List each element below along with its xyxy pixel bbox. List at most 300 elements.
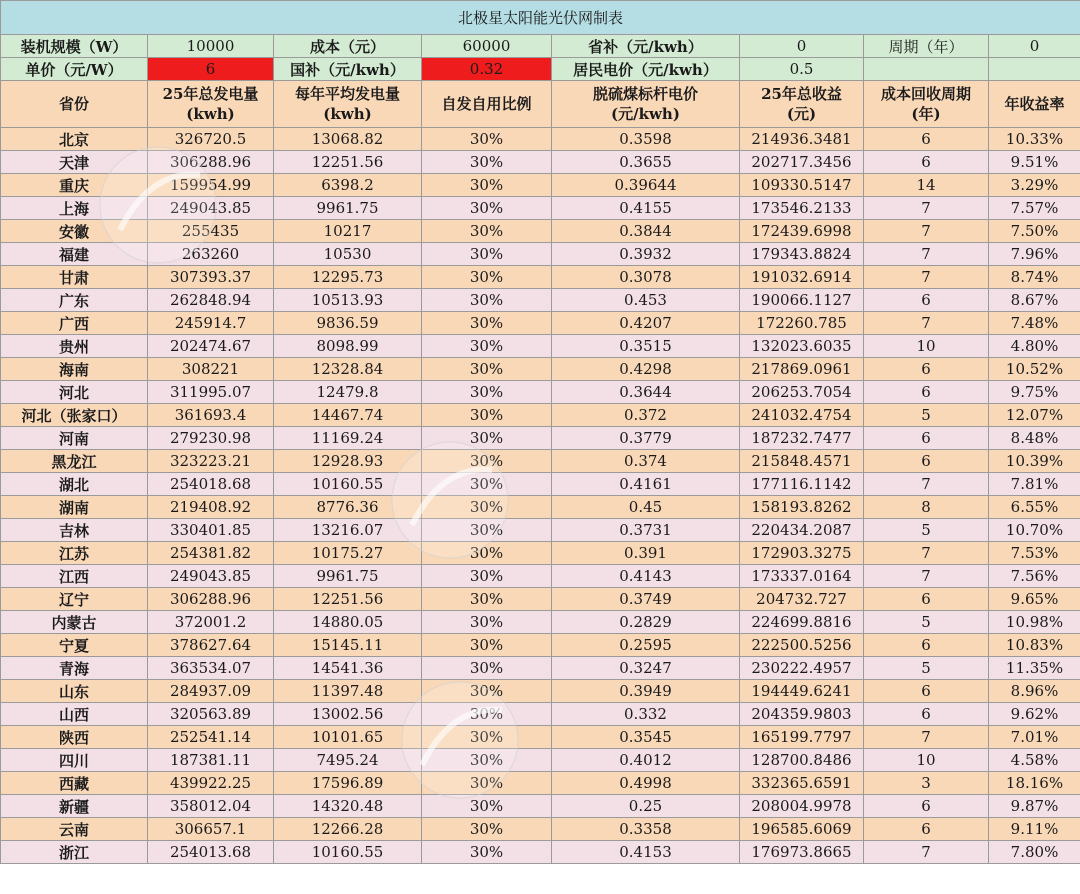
resident-price-value[interactable]: 0.5	[740, 58, 864, 81]
column-header-row	[1, 81, 1080, 128]
coal-price-cell[interactable]: 0.3358	[552, 818, 740, 841]
province-cell[interactable]: 甘肃	[1, 266, 148, 289]
province-cell[interactable]: 西藏	[1, 772, 148, 795]
province-cell[interactable]: 江西	[1, 565, 148, 588]
coal-price-cell[interactable]: 0.3247	[552, 657, 740, 680]
annual-generation-cell[interactable]: 14880.05	[274, 611, 422, 634]
total-generation-cell[interactable]: 306288.96	[148, 151, 274, 174]
self-use-ratio-cell[interactable]: 30%	[422, 749, 552, 772]
param-row-1	[1, 35, 1080, 58]
total-revenue-cell[interactable]: 172439.6998	[740, 220, 864, 243]
table-row	[1, 404, 1080, 427]
table-row	[1, 795, 1080, 818]
annual-generation-cell[interactable]: 12328.84	[274, 358, 422, 381]
total-generation-cell[interactable]: 307393.37	[148, 266, 274, 289]
annual-generation-cell[interactable]: 8098.99	[274, 335, 422, 358]
coal-price-cell[interactable]: 0.3515	[552, 335, 740, 358]
total-revenue-cell[interactable]: 206253.7054	[740, 381, 864, 404]
header-payback-period: 成本回收周期 (年)	[864, 81, 989, 128]
annual-generation-cell[interactable]: 17596.89	[274, 772, 422, 795]
annual-generation-cell[interactable]: 13216.07	[274, 519, 422, 542]
total-generation-cell[interactable]: 254381.82	[148, 542, 274, 565]
total-generation-cell[interactable]: 358012.04	[148, 795, 274, 818]
cost-value[interactable]: 60000	[422, 35, 552, 58]
province-cell[interactable]: 河南	[1, 427, 148, 450]
total-generation-cell[interactable]: 202474.67	[148, 335, 274, 358]
table-row	[1, 657, 1080, 680]
province-cell[interactable]: 广东	[1, 289, 148, 312]
annual-rate-cell[interactable]: 8.48%	[989, 427, 1080, 450]
payback-period-cell[interactable]: 6	[864, 703, 989, 726]
title-row	[1, 1, 1080, 35]
payback-period-cell[interactable]: 7	[864, 565, 989, 588]
total-revenue-cell[interactable]: 196585.6069	[740, 818, 864, 841]
total-generation-cell[interactable]: 279230.98	[148, 427, 274, 450]
total-generation-cell[interactable]: 308221	[148, 358, 274, 381]
annual-rate-cell[interactable]: 10.98%	[989, 611, 1080, 634]
annual-generation-cell[interactable]: 14541.36	[274, 657, 422, 680]
province-cell[interactable]: 湖北	[1, 473, 148, 496]
coal-price-cell[interactable]: 0.25	[552, 795, 740, 818]
self-use-ratio-cell[interactable]: 30%	[422, 680, 552, 703]
annual-rate-cell[interactable]: 10.83%	[989, 634, 1080, 657]
annual-generation-cell[interactable]: 12251.56	[274, 151, 422, 174]
total-generation-cell[interactable]: 306288.96	[148, 588, 274, 611]
total-generation-cell[interactable]: 249043.85	[148, 197, 274, 220]
total-revenue-cell[interactable]: 202717.3456	[740, 151, 864, 174]
self-use-ratio-cell[interactable]: 30%	[422, 381, 552, 404]
payback-period-cell[interactable]: 6	[864, 450, 989, 473]
annual-rate-cell[interactable]: 8.74%	[989, 266, 1080, 289]
province-cell[interactable]: 上海	[1, 197, 148, 220]
province-cell[interactable]: 陕西	[1, 726, 148, 749]
coal-price-cell[interactable]: 0.3932	[552, 243, 740, 266]
annual-rate-cell[interactable]: 9.87%	[989, 795, 1080, 818]
annual-rate-cell[interactable]: 7.48%	[989, 312, 1080, 335]
total-revenue-cell[interactable]: 173337.0164	[740, 565, 864, 588]
annual-rate-cell[interactable]: 4.80%	[989, 335, 1080, 358]
coal-price-cell[interactable]: 0.3779	[552, 427, 740, 450]
header-province: 省份	[1, 81, 148, 128]
payback-period-cell[interactable]: 6	[864, 818, 989, 841]
payback-period-cell[interactable]: 6	[864, 128, 989, 151]
payback-period-cell[interactable]: 7	[864, 243, 989, 266]
payback-period-cell[interactable]: 6	[864, 427, 989, 450]
annual-generation-cell[interactable]: 12295.73	[274, 266, 422, 289]
total-revenue-cell[interactable]: 179343.8824	[740, 243, 864, 266]
total-generation-cell[interactable]: 361693.4	[148, 404, 274, 427]
coal-price-cell[interactable]: 0.4298	[552, 358, 740, 381]
province-cell[interactable]: 内蒙古	[1, 611, 148, 634]
coal-price-cell[interactable]: 0.391	[552, 542, 740, 565]
coal-price-cell[interactable]: 0.3949	[552, 680, 740, 703]
province-cell[interactable]: 宁夏	[1, 634, 148, 657]
total-revenue-cell[interactable]: 220434.2087	[740, 519, 864, 542]
total-revenue-cell[interactable]: 177116.1142	[740, 473, 864, 496]
table-row	[1, 450, 1080, 473]
annual-generation-cell[interactable]: 13068.82	[274, 128, 422, 151]
annual-generation-cell[interactable]: 10513.93	[274, 289, 422, 312]
table-row	[1, 680, 1080, 703]
annual-rate-cell[interactable]: 7.81%	[989, 473, 1080, 496]
total-generation-cell[interactable]: 245914.7	[148, 312, 274, 335]
total-revenue-cell[interactable]: 208004.9978	[740, 795, 864, 818]
resident-price-label: 居民电价（元/kwh）	[552, 58, 740, 81]
table-row	[1, 312, 1080, 335]
self-use-ratio-cell[interactable]: 30%	[422, 703, 552, 726]
province-cell[interactable]: 安徽	[1, 220, 148, 243]
annual-generation-cell[interactable]: 6398.2	[274, 174, 422, 197]
total-generation-cell[interactable]: 320563.89	[148, 703, 274, 726]
total-generation-cell[interactable]: 187381.11	[148, 749, 274, 772]
coal-price-cell[interactable]: 0.332	[552, 703, 740, 726]
annual-rate-cell[interactable]: 9.11%	[989, 818, 1080, 841]
total-generation-cell[interactable]: 363534.07	[148, 657, 274, 680]
coal-price-cell[interactable]: 0.4161	[552, 473, 740, 496]
table-row	[1, 473, 1080, 496]
total-revenue-cell[interactable]: 128700.8486	[740, 749, 864, 772]
payback-period-cell[interactable]: 7	[864, 841, 989, 864]
self-use-ratio-cell[interactable]: 30%	[422, 450, 552, 473]
total-generation-cell[interactable]: 284937.09	[148, 680, 274, 703]
coal-price-cell[interactable]: 0.3078	[552, 266, 740, 289]
coal-price-cell[interactable]: 0.3545	[552, 726, 740, 749]
self-use-ratio-cell[interactable]: 30%	[422, 174, 552, 197]
self-use-ratio-cell[interactable]: 30%	[422, 404, 552, 427]
empty-cell[interactable]	[864, 58, 989, 81]
annual-rate-cell[interactable]: 10.33%	[989, 128, 1080, 151]
payback-period-cell[interactable]: 6	[864, 588, 989, 611]
self-use-ratio-cell[interactable]: 30%	[422, 473, 552, 496]
total-revenue-cell[interactable]: 217869.0961	[740, 358, 864, 381]
header-total-revenue: 25年总收益 (元)	[740, 81, 864, 128]
total-generation-cell[interactable]: 378627.64	[148, 634, 274, 657]
coal-price-cell[interactable]: 0.3731	[552, 519, 740, 542]
self-use-ratio-cell[interactable]: 30%	[422, 358, 552, 381]
total-revenue-cell[interactable]: 172903.3275	[740, 542, 864, 565]
total-generation-cell[interactable]: 159954.99	[148, 174, 274, 197]
province-cell[interactable]: 黑龙江	[1, 450, 148, 473]
annual-generation-cell[interactable]: 7495.24	[274, 749, 422, 772]
province-cell[interactable]: 四川	[1, 749, 148, 772]
self-use-ratio-cell[interactable]: 30%	[422, 220, 552, 243]
annual-rate-cell[interactable]: 10.70%	[989, 519, 1080, 542]
self-use-ratio-cell[interactable]: 30%	[422, 312, 552, 335]
province-cell[interactable]: 山东	[1, 680, 148, 703]
annual-rate-cell[interactable]: 7.53%	[989, 542, 1080, 565]
payback-period-cell[interactable]: 7	[864, 197, 989, 220]
coal-price-cell[interactable]: 0.3644	[552, 381, 740, 404]
total-revenue-cell[interactable]: 132023.6035	[740, 335, 864, 358]
self-use-ratio-cell[interactable]: 30%	[422, 427, 552, 450]
self-use-ratio-cell[interactable]: 30%	[422, 795, 552, 818]
annual-generation-cell[interactable]: 10530	[274, 243, 422, 266]
table-row	[1, 266, 1080, 289]
self-use-ratio-cell[interactable]: 30%	[422, 726, 552, 749]
empty-cell[interactable]	[989, 58, 1080, 81]
annual-rate-cell[interactable]: 6.55%	[989, 496, 1080, 519]
total-revenue-cell[interactable]: 187232.7477	[740, 427, 864, 450]
period-label: 周期（年）	[864, 35, 989, 58]
annual-generation-cell[interactable]: 9961.75	[274, 565, 422, 588]
payback-period-cell[interactable]: 7	[864, 312, 989, 335]
table-row	[1, 519, 1080, 542]
cost-label: 成本（元）	[274, 35, 422, 58]
total-revenue-cell[interactable]: 214936.3481	[740, 128, 864, 151]
payback-period-cell[interactable]: 6	[864, 634, 989, 657]
self-use-ratio-cell[interactable]: 30%	[422, 565, 552, 588]
annual-generation-cell[interactable]: 10217	[274, 220, 422, 243]
province-cell[interactable]: 贵州	[1, 335, 148, 358]
payback-period-cell[interactable]: 10	[864, 749, 989, 772]
self-use-ratio-cell[interactable]: 30%	[422, 151, 552, 174]
annual-generation-cell[interactable]: 8776.36	[274, 496, 422, 519]
province-cell[interactable]: 云南	[1, 818, 148, 841]
annual-generation-cell[interactable]: 9836.59	[274, 312, 422, 335]
table-row	[1, 818, 1080, 841]
payback-period-cell[interactable]: 7	[864, 266, 989, 289]
total-revenue-cell[interactable]: 204732.727	[740, 588, 864, 611]
province-cell[interactable]: 广西	[1, 312, 148, 335]
self-use-ratio-cell[interactable]: 30%	[422, 335, 552, 358]
unit-price-value[interactable]: 6	[148, 58, 274, 81]
table-row	[1, 841, 1080, 864]
table-row	[1, 588, 1080, 611]
total-generation-cell[interactable]: 255435	[148, 220, 274, 243]
total-generation-cell[interactable]: 252541.14	[148, 726, 274, 749]
total-revenue-cell[interactable]: 332365.6591	[740, 772, 864, 795]
annual-rate-cell[interactable]: 9.62%	[989, 703, 1080, 726]
annual-generation-cell[interactable]: 11169.24	[274, 427, 422, 450]
payback-period-cell[interactable]: 6	[864, 151, 989, 174]
coal-price-cell[interactable]: 0.2595	[552, 634, 740, 657]
province-cell[interactable]: 辽宁	[1, 588, 148, 611]
national-subsidy-value[interactable]: 0.32	[422, 58, 552, 81]
total-generation-cell[interactable]: 439922.25	[148, 772, 274, 795]
annual-rate-cell[interactable]: 7.57%	[989, 197, 1080, 220]
self-use-ratio-cell[interactable]: 30%	[422, 542, 552, 565]
payback-period-cell[interactable]: 8	[864, 496, 989, 519]
province-cell[interactable]: 河北	[1, 381, 148, 404]
total-generation-cell[interactable]: 323223.21	[148, 450, 274, 473]
payback-period-cell[interactable]: 5	[864, 611, 989, 634]
self-use-ratio-cell[interactable]: 30%	[422, 266, 552, 289]
self-use-ratio-cell[interactable]: 30%	[422, 772, 552, 795]
payback-period-cell[interactable]: 5	[864, 519, 989, 542]
total-revenue-cell[interactable]: 222500.5256	[740, 634, 864, 657]
coal-price-cell[interactable]: 0.3598	[552, 128, 740, 151]
capacity-value[interactable]: 10000	[148, 35, 274, 58]
national-subsidy-label: 国补（元/kwh）	[274, 58, 422, 81]
annual-rate-cell[interactable]: 7.50%	[989, 220, 1080, 243]
provincial-subsidy-value[interactable]: 0	[740, 35, 864, 58]
payback-period-cell[interactable]: 7	[864, 473, 989, 496]
total-revenue-cell[interactable]: 172260.785	[740, 312, 864, 335]
province-cell[interactable]: 江苏	[1, 542, 148, 565]
province-cell[interactable]: 福建	[1, 243, 148, 266]
self-use-ratio-cell[interactable]: 30%	[422, 197, 552, 220]
total-revenue-cell[interactable]: 224699.8816	[740, 611, 864, 634]
self-use-ratio-cell[interactable]: 30%	[422, 289, 552, 312]
self-use-ratio-cell[interactable]: 30%	[422, 818, 552, 841]
total-revenue-cell[interactable]: 191032.6914	[740, 266, 864, 289]
total-generation-cell[interactable]: 372001.2	[148, 611, 274, 634]
annual-rate-cell[interactable]: 18.16%	[989, 772, 1080, 795]
total-generation-cell[interactable]: 330401.85	[148, 519, 274, 542]
total-generation-cell[interactable]: 306657.1	[148, 818, 274, 841]
province-cell[interactable]: 山西	[1, 703, 148, 726]
total-generation-cell[interactable]: 263260	[148, 243, 274, 266]
coal-price-cell[interactable]: 0.374	[552, 450, 740, 473]
coal-price-cell[interactable]: 0.3655	[552, 151, 740, 174]
total-revenue-cell[interactable]: 190066.1127	[740, 289, 864, 312]
annual-generation-cell[interactable]: 14467.74	[274, 404, 422, 427]
annual-rate-cell[interactable]: 9.75%	[989, 381, 1080, 404]
total-revenue-cell[interactable]: 215848.4571	[740, 450, 864, 473]
annual-generation-cell[interactable]: 10175.27	[274, 542, 422, 565]
self-use-ratio-cell[interactable]: 30%	[422, 519, 552, 542]
coal-price-cell[interactable]: 0.372	[552, 404, 740, 427]
self-use-ratio-cell[interactable]: 30%	[422, 243, 552, 266]
annual-rate-cell[interactable]: 9.65%	[989, 588, 1080, 611]
annual-rate-cell[interactable]: 7.01%	[989, 726, 1080, 749]
self-use-ratio-cell[interactable]: 30%	[422, 634, 552, 657]
province-cell[interactable]: 天津	[1, 151, 148, 174]
annual-rate-cell[interactable]: 7.96%	[989, 243, 1080, 266]
annual-rate-cell[interactable]: 4.58%	[989, 749, 1080, 772]
table-row	[1, 772, 1080, 795]
table-row	[1, 128, 1080, 151]
payback-period-cell[interactable]: 6	[864, 358, 989, 381]
total-generation-cell[interactable]: 326720.5	[148, 128, 274, 151]
data-rows	[1, 128, 1080, 864]
header-annual-rate: 年收益率	[989, 81, 1080, 128]
self-use-ratio-cell[interactable]: 30%	[422, 496, 552, 519]
table-row	[1, 427, 1080, 450]
payback-period-cell[interactable]: 6	[864, 381, 989, 404]
table-row	[1, 496, 1080, 519]
coal-price-cell[interactable]: 0.4153	[552, 841, 740, 864]
payback-period-cell[interactable]: 6	[864, 289, 989, 312]
annual-generation-cell[interactable]: 10160.55	[274, 473, 422, 496]
province-cell[interactable]: 青海	[1, 657, 148, 680]
self-use-ratio-cell[interactable]: 30%	[422, 588, 552, 611]
annual-rate-cell[interactable]: 11.35%	[989, 657, 1080, 680]
total-generation-cell[interactable]: 262848.94	[148, 289, 274, 312]
total-revenue-cell[interactable]: 241032.4754	[740, 404, 864, 427]
annual-generation-cell[interactable]: 10160.55	[274, 841, 422, 864]
annual-generation-cell[interactable]: 14320.48	[274, 795, 422, 818]
province-cell[interactable]: 北京	[1, 128, 148, 151]
self-use-ratio-cell[interactable]: 30%	[422, 611, 552, 634]
annual-rate-cell[interactable]: 10.52%	[989, 358, 1080, 381]
total-revenue-cell[interactable]: 230222.4957	[740, 657, 864, 680]
self-use-ratio-cell[interactable]: 30%	[422, 657, 552, 680]
coal-price-cell[interactable]: 0.4143	[552, 565, 740, 588]
province-cell[interactable]: 吉林	[1, 519, 148, 542]
province-cell[interactable]: 海南	[1, 358, 148, 381]
total-revenue-cell[interactable]: 158193.8262	[740, 496, 864, 519]
table-row	[1, 335, 1080, 358]
coal-price-cell[interactable]: 0.453	[552, 289, 740, 312]
coal-price-cell[interactable]: 0.4012	[552, 749, 740, 772]
total-generation-cell[interactable]: 254013.68	[148, 841, 274, 864]
annual-rate-cell[interactable]: 7.80%	[989, 841, 1080, 864]
coal-price-cell[interactable]: 0.4155	[552, 197, 740, 220]
coal-price-cell[interactable]: 0.4207	[552, 312, 740, 335]
annual-rate-cell[interactable]: 12.07%	[989, 404, 1080, 427]
annual-generation-cell[interactable]: 15145.11	[274, 634, 422, 657]
total-revenue-cell[interactable]: 204359.9803	[740, 703, 864, 726]
coal-price-cell[interactable]: 0.4998	[552, 772, 740, 795]
table-row	[1, 381, 1080, 404]
annual-generation-cell[interactable]: 9961.75	[274, 197, 422, 220]
self-use-ratio-cell[interactable]: 30%	[422, 841, 552, 864]
coal-price-cell[interactable]: 0.39644	[552, 174, 740, 197]
header-coal-benchmark-price: 脱硫煤标杆电价 (元/kwh)	[552, 81, 740, 128]
coal-price-cell[interactable]: 0.3749	[552, 588, 740, 611]
annual-generation-cell[interactable]: 11397.48	[274, 680, 422, 703]
unit-price-label: 单价（元/W）	[1, 58, 148, 81]
province-cell[interactable]: 重庆	[1, 174, 148, 197]
table-row	[1, 220, 1080, 243]
coal-price-cell[interactable]: 0.2829	[552, 611, 740, 634]
province-cell[interactable]: 浙江	[1, 841, 148, 864]
annual-generation-cell[interactable]: 12479.8	[274, 381, 422, 404]
annual-rate-cell[interactable]: 8.96%	[989, 680, 1080, 703]
header-total-generation: 25年总发电量 (kwh)	[148, 81, 274, 128]
annual-generation-cell[interactable]: 13002.56	[274, 703, 422, 726]
province-cell[interactable]: 新疆	[1, 795, 148, 818]
total-revenue-cell[interactable]: 176973.8665	[740, 841, 864, 864]
self-use-ratio-cell[interactable]: 30%	[422, 128, 552, 151]
table-row	[1, 289, 1080, 312]
province-cell[interactable]: 湖南	[1, 496, 148, 519]
payback-period-cell[interactable]: 10	[864, 335, 989, 358]
annual-generation-cell[interactable]: 10101.65	[274, 726, 422, 749]
coal-price-cell[interactable]: 0.45	[552, 496, 740, 519]
payback-period-cell[interactable]: 5	[864, 657, 989, 680]
total-generation-cell[interactable]: 254018.68	[148, 473, 274, 496]
payback-period-cell[interactable]: 6	[864, 795, 989, 818]
annual-rate-cell[interactable]: 8.67%	[989, 289, 1080, 312]
annual-rate-cell[interactable]: 9.51%	[989, 151, 1080, 174]
period-value[interactable]: 0	[989, 35, 1080, 58]
payback-period-cell[interactable]: 7	[864, 726, 989, 749]
total-revenue-cell[interactable]: 165199.7797	[740, 726, 864, 749]
payback-period-cell[interactable]: 5	[864, 404, 989, 427]
total-generation-cell[interactable]: 249043.85	[148, 565, 274, 588]
payback-period-cell[interactable]: 7	[864, 542, 989, 565]
annual-rate-cell[interactable]: 3.29%	[989, 174, 1080, 197]
total-revenue-cell[interactable]: 109330.5147	[740, 174, 864, 197]
payback-period-cell[interactable]: 14	[864, 174, 989, 197]
total-generation-cell[interactable]: 311995.07	[148, 381, 274, 404]
total-revenue-cell[interactable]: 194449.6241	[740, 680, 864, 703]
total-generation-cell[interactable]: 219408.92	[148, 496, 274, 519]
province-cell[interactable]: 河北（张家口）	[1, 404, 148, 427]
total-revenue-cell[interactable]: 173546.2133	[740, 197, 864, 220]
payback-period-cell[interactable]: 6	[864, 680, 989, 703]
coal-price-cell[interactable]: 0.3844	[552, 220, 740, 243]
annual-rate-cell[interactable]: 10.39%	[989, 450, 1080, 473]
payback-period-cell[interactable]: 3	[864, 772, 989, 795]
payback-period-cell[interactable]: 7	[864, 220, 989, 243]
annual-generation-cell[interactable]: 12251.56	[274, 588, 422, 611]
annual-generation-cell[interactable]: 12266.28	[274, 818, 422, 841]
annual-generation-cell[interactable]: 12928.93	[274, 450, 422, 473]
annual-rate-cell[interactable]: 7.56%	[989, 565, 1080, 588]
